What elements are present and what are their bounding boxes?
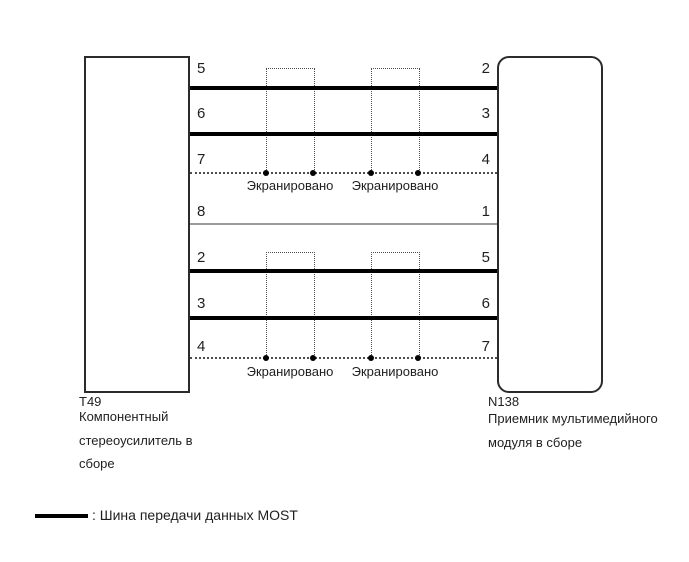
connector-name-line: модуля в сборе (488, 434, 583, 450)
pin-label-left: 5 (197, 60, 206, 77)
connector-id-n138: N138 (488, 394, 520, 409)
pin-label-right: 4 (481, 151, 490, 168)
connector-name-line: Приемник мультимедийного (488, 411, 658, 426)
pin-label-right: 5 (481, 249, 490, 266)
pin-label-left: 8 (197, 203, 206, 220)
shield-junction-dot (310, 170, 316, 176)
most-wire (190, 86, 497, 90)
most-wire (190, 269, 497, 273)
connector-box-t49 (84, 56, 190, 393)
connector-name-line: стереоусилитель в (79, 432, 193, 448)
most-wire (190, 132, 497, 136)
shield-label: Экранировано (351, 364, 439, 379)
legend-label: : Шина передачи данных MOST (92, 507, 298, 523)
shield-junction-dot (263, 355, 269, 361)
shield-label: Экранировано (351, 178, 439, 193)
pin-label-right: 3 (481, 105, 490, 122)
plain-wire (190, 223, 497, 225)
pin-label-right: 7 (481, 338, 490, 355)
connector-name-t49 (79, 405, 193, 476)
connector-box-n138 (497, 56, 603, 393)
connector-name-line: Компонентный (79, 409, 169, 424)
shield-junction-dot (310, 355, 316, 361)
pin-label-left: 6 (197, 105, 206, 122)
shield-junction-dot (368, 170, 374, 176)
connector-name-line: сборе (79, 456, 115, 471)
shield-junction-dot (415, 170, 421, 176)
pin-label-right: 6 (481, 295, 490, 312)
connector-id-t49: T49 (79, 394, 102, 409)
pin-label-left: 2 (197, 249, 206, 266)
most-bus-line-swatch (35, 514, 88, 518)
shield-junction-dot (415, 355, 421, 361)
most-wire (190, 316, 497, 320)
pin-label-left: 4 (197, 338, 206, 355)
pin-label-left: 7 (197, 151, 206, 168)
shield-enclosure-box (371, 68, 420, 174)
connector-name-n138 (488, 407, 658, 454)
shield-wire (190, 172, 497, 174)
pin-label-left: 3 (197, 295, 206, 312)
shield-label: Экранировано (246, 364, 334, 379)
shield-label: Экранировано (246, 178, 334, 193)
shield-enclosure-box (266, 68, 315, 174)
pin-label-right: 1 (481, 203, 490, 220)
pin-label-right: 2 (481, 60, 490, 77)
shield-junction-dot (368, 355, 374, 361)
shield-wire (190, 357, 497, 359)
shield-junction-dot (263, 170, 269, 176)
